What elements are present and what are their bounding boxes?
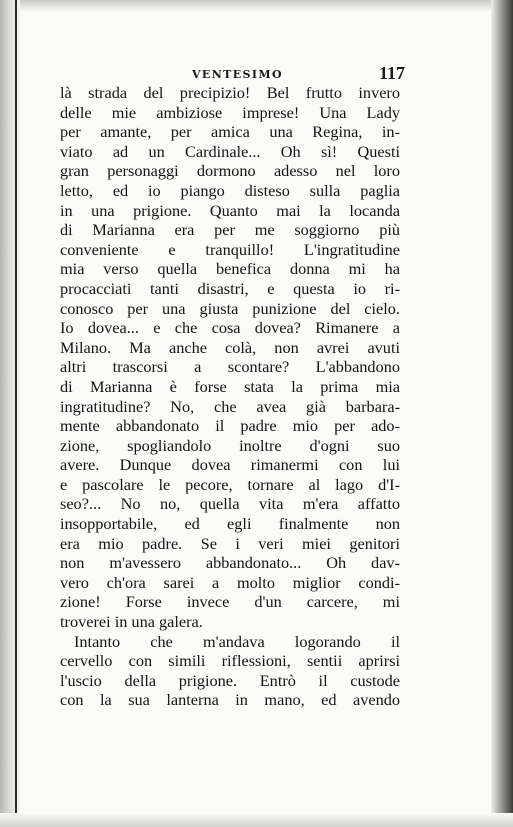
page-right-shadow	[491, 0, 513, 827]
text-line: era mio padre. Se i veri miei genitori	[60, 533, 400, 553]
text-line: di Marianna è forse stata la prima mia	[60, 376, 400, 396]
text-line: troverei in una galera.	[60, 612, 203, 632]
chapter-running-title: VENTESIMO	[192, 68, 283, 81]
text-line: cervello con simili riflessioni, sentii aprirsi	[60, 651, 400, 671]
text-line: per amante, per amica una Regina, in-	[60, 122, 400, 142]
text-line: Milano. Ma anche colà, non avrei avuti	[60, 337, 400, 357]
text-line: in una prigione. Quanto mai la locanda	[60, 200, 400, 220]
body-text	[60, 83, 400, 710]
text-line: conosco per una giusta punizione del cielo.	[60, 298, 400, 318]
text-line: seo?... No no, quella vita m'era affatto	[60, 494, 400, 514]
text-line: gran personaggi dormono adesso nel loro	[60, 161, 400, 181]
text-line: avere. Dunque dovea rimanermi con lui	[60, 455, 400, 475]
text-line: Io dovea... e che cosa dovea? Rimanere a	[60, 318, 400, 338]
text-line: Intanto che m'andava logorando il	[74, 631, 400, 651]
page-left-gutter	[0, 0, 20, 827]
text-line: viato ad un Cardinale... Oh sì! Questi	[60, 141, 400, 161]
text-line: di Marianna era per me soggiorno più	[60, 220, 400, 240]
text-line: zione, spogliandolo inoltre d'ogni suo	[60, 435, 400, 455]
text-line: conveniente e tranquillo! L'ingratitudine	[60, 239, 400, 259]
text-line: zione! Forse invece d'un carcere, mi	[60, 592, 400, 612]
text-line: ingratitudine? No, che avea già barbara-	[60, 396, 400, 416]
text-line: vero ch'ora sarei a molto miglior condi-	[60, 572, 400, 592]
text-line: procacciati tanti disastri, e questa io ri-	[60, 278, 400, 298]
text-line: non m'avessero abbandonato... Oh dav-	[60, 553, 400, 573]
binding-rule	[15, 0, 17, 827]
text-line: altri trascorsi a scontare? L'abbandono	[60, 357, 400, 377]
text-line: mia verso quella benefica donna mi ha	[60, 259, 400, 279]
text-line: letto, ed io piango disteso sulla paglia	[60, 180, 400, 200]
text-line: insopportabile, ed egli finalmente non	[60, 514, 400, 534]
text-line: là strada del precipizio! Bel frutto invero	[60, 83, 400, 102]
text-line: l'uscio della prigione. Entrò il custode	[60, 670, 400, 690]
page-top-shadow	[0, 0, 513, 12]
text-line: delle mie ambiziose imprese! Una Lady	[60, 102, 400, 122]
page-bottom-shadow	[0, 813, 513, 827]
page-number: 117	[378, 63, 405, 83]
text-line: con la sua lanterna in mano, ed avendo	[60, 690, 400, 710]
text-line: e pascolare le pecore, tornare al lago d'I-	[60, 474, 400, 494]
text-line: mente abbandonato il padre mio per ado-	[60, 416, 400, 436]
